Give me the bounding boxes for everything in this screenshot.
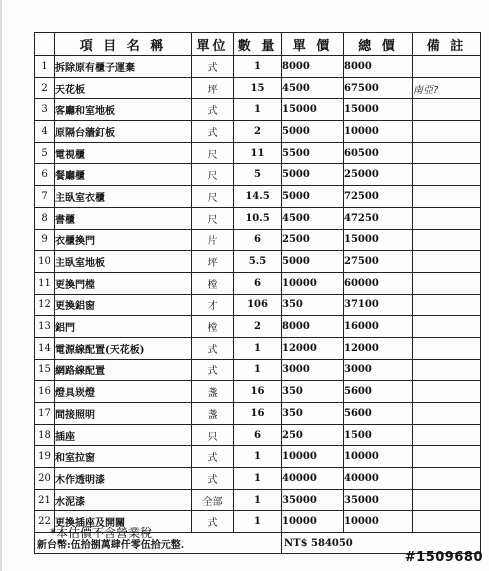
- quantity-cell: 1: [234, 56, 282, 78]
- table-row: [35, 468, 481, 490]
- table-row: [35, 164, 481, 186]
- header-total: 總 價: [344, 33, 413, 56]
- row-number: 17: [35, 403, 55, 425]
- item-name: 電視櫃: [55, 142, 192, 164]
- quantity-cell: 2: [234, 316, 282, 338]
- unit-cell: 式: [192, 468, 234, 490]
- unit-cell: 式: [192, 446, 234, 468]
- quantity-cell: 11: [234, 142, 282, 164]
- total-price-cell: 5600: [344, 381, 413, 403]
- remark-cell: [413, 142, 481, 164]
- remark-cell: [413, 424, 481, 446]
- unit-cell: 才: [192, 294, 234, 316]
- table-row: [35, 77, 481, 99]
- unit-cell: 式: [192, 121, 234, 143]
- item-name: 書櫃: [55, 207, 192, 229]
- row-number: 16: [35, 381, 55, 403]
- total-price-cell: 37100: [344, 294, 413, 316]
- header-row: [35, 33, 481, 56]
- table-row: [35, 294, 481, 316]
- unit-price-cell: 5000: [282, 164, 344, 186]
- unit-cell: 只: [192, 424, 234, 446]
- total-price-cell: 10000: [344, 511, 413, 533]
- unit-price-cell: 250: [282, 424, 344, 446]
- quantity-cell: 10.5: [234, 207, 282, 229]
- total-price-cell: 15000: [344, 229, 413, 251]
- table-row: [35, 251, 481, 273]
- row-number: 6: [35, 164, 55, 186]
- unit-cell: 樘: [192, 272, 234, 294]
- item-name: 更換門樘: [55, 272, 192, 294]
- row-number: 4: [35, 121, 55, 143]
- total-price-cell: 8000: [344, 56, 413, 78]
- total-price-cell: 16000: [344, 316, 413, 338]
- table-row: [35, 381, 481, 403]
- unit-cell: 式: [192, 337, 234, 359]
- item-name: 更換鋁窗: [55, 294, 192, 316]
- row-number: 20: [35, 468, 55, 490]
- grand-total: NT$ 584050: [282, 533, 481, 554]
- row-number: 11: [35, 272, 55, 294]
- total-price-cell: 72500: [344, 186, 413, 208]
- quantity-cell: 16: [234, 403, 282, 425]
- header-unit: 單位: [192, 33, 234, 56]
- item-name: 天花板: [55, 77, 192, 99]
- unit-price-cell: 5000: [282, 186, 344, 208]
- table-row: [35, 121, 481, 143]
- quantity-cell: 1: [234, 359, 282, 381]
- remark-cell: 南亞?: [413, 77, 481, 99]
- table-row: [35, 337, 481, 359]
- row-number: 22: [35, 511, 55, 533]
- item-name: 電源線配置(天花板): [55, 337, 192, 359]
- row-number: 15: [35, 359, 55, 381]
- quantity-cell: 106: [234, 294, 282, 316]
- unit-price-cell: 3000: [282, 359, 344, 381]
- item-name: 插座: [55, 424, 192, 446]
- total-price-cell: 15000: [344, 99, 413, 121]
- row-number: 13: [35, 316, 55, 338]
- total-price-cell: 27500: [344, 251, 413, 273]
- unit-price-cell: 10000: [282, 511, 344, 533]
- total-price-cell: 5600: [344, 403, 413, 425]
- quantity-cell: 6: [234, 424, 282, 446]
- remark-cell: [413, 186, 481, 208]
- item-name: 和室拉窗: [55, 446, 192, 468]
- item-name: 拆除原有櫃子運棄: [55, 56, 192, 78]
- total-price-cell: 3000: [344, 359, 413, 381]
- unit-price-cell: 8000: [282, 56, 344, 78]
- row-number: 5: [35, 142, 55, 164]
- row-number: 18: [35, 424, 55, 446]
- remark-cell: [413, 403, 481, 425]
- item-name: 主臥室地板: [55, 251, 192, 273]
- remark-cell: [413, 359, 481, 381]
- tax-footnote: *本估價不含營業稅: [50, 526, 153, 540]
- remark-cell: [413, 316, 481, 338]
- unit-cell: 式: [192, 359, 234, 381]
- unit-cell: 坪: [192, 77, 234, 99]
- table-row: [35, 424, 481, 446]
- table-row: [35, 446, 481, 468]
- unit-cell: 盞: [192, 403, 234, 425]
- remark-cell: [413, 294, 481, 316]
- item-name: 主臥室衣櫃: [55, 186, 192, 208]
- unit-price-cell: 2500: [282, 229, 344, 251]
- table-row: [35, 56, 481, 78]
- quantity-cell: 2: [234, 121, 282, 143]
- remark-cell: [413, 56, 481, 78]
- unit-cell: 尺: [192, 207, 234, 229]
- item-name: 網路線配置: [55, 359, 192, 381]
- item-name: 鋁門: [55, 316, 192, 338]
- total-price-cell: 10000: [344, 446, 413, 468]
- item-name: 木作透明漆: [55, 468, 192, 490]
- remark-cell: [413, 272, 481, 294]
- unit-price-cell: 4500: [282, 207, 344, 229]
- quantity-cell: 1: [234, 468, 282, 490]
- unit-cell: 樘: [192, 316, 234, 338]
- unit-cell: 式: [192, 99, 234, 121]
- table-row: [35, 359, 481, 381]
- quantity-cell: 5: [234, 164, 282, 186]
- row-number: 3: [35, 99, 55, 121]
- unit-cell: 式: [192, 56, 234, 78]
- remark-cell: [413, 337, 481, 359]
- row-number: 1: [35, 56, 55, 78]
- row-number: 19: [35, 446, 55, 468]
- total-price-cell: 60500: [344, 142, 413, 164]
- row-number: 14: [35, 337, 55, 359]
- unit-cell: 尺: [192, 164, 234, 186]
- remark-cell: [413, 468, 481, 490]
- total-price-cell: 47250: [344, 207, 413, 229]
- unit-cell: 片: [192, 229, 234, 251]
- row-number: 12: [35, 294, 55, 316]
- row-number: 21: [35, 489, 55, 511]
- unit-cell: 坪: [192, 251, 234, 273]
- header-item: 項 目 名 稱: [55, 33, 192, 56]
- total-price-cell: 67500: [344, 77, 413, 99]
- unit-price-cell: 8000: [282, 316, 344, 338]
- table-row: [35, 272, 481, 294]
- unit-price-cell: 5000: [282, 121, 344, 143]
- item-name: 餐廳櫃: [55, 164, 192, 186]
- total-price-cell: 12000: [344, 337, 413, 359]
- unit-price-cell: 35000: [282, 489, 344, 511]
- unit-price-cell: 40000: [282, 468, 344, 490]
- quantity-cell: 5.5: [234, 251, 282, 273]
- quantity-cell: 6: [234, 229, 282, 251]
- header-no: [35, 33, 55, 56]
- item-name: 更換插座及開關: [55, 511, 192, 533]
- remark-cell: [413, 99, 481, 121]
- quantity-cell: 15: [234, 77, 282, 99]
- total-price-cell: 25000: [344, 164, 413, 186]
- remark-cell: [413, 251, 481, 273]
- unit-cell: 盞: [192, 381, 234, 403]
- total-in-words: 新台幣:伍拾捌萬肆仟零伍拾元整.: [35, 533, 282, 554]
- unit-price-cell: 350: [282, 294, 344, 316]
- quotation-table: [34, 32, 481, 554]
- total-price-cell: 35000: [344, 489, 413, 511]
- item-name: 水泥漆: [55, 489, 192, 511]
- item-name: 衣櫃換門: [55, 229, 192, 251]
- table-row: [35, 229, 481, 251]
- total-price-cell: 10000: [344, 121, 413, 143]
- unit-cell: 尺: [192, 142, 234, 164]
- remark-cell: [413, 121, 481, 143]
- unit-cell: 全部: [192, 489, 234, 511]
- unit-price-cell: 350: [282, 403, 344, 425]
- table-row: [35, 142, 481, 164]
- unit-price-cell: 10000: [282, 446, 344, 468]
- unit-price-cell: 10000: [282, 272, 344, 294]
- quantity-cell: 1: [234, 446, 282, 468]
- total-price-cell: 40000: [344, 468, 413, 490]
- quantity-cell: 1: [234, 511, 282, 533]
- table-row: [35, 316, 481, 338]
- total-price-cell: 1500: [344, 424, 413, 446]
- quantity-cell: 1: [234, 99, 282, 121]
- table-row: [35, 489, 481, 511]
- quantity-cell: 6: [234, 272, 282, 294]
- remark-cell: [413, 207, 481, 229]
- remark-cell: [413, 164, 481, 186]
- quantity-cell: 1: [234, 337, 282, 359]
- unit-price-cell: 5500: [282, 142, 344, 164]
- header-qty: 數 量: [234, 33, 282, 56]
- row-number: 7: [35, 186, 55, 208]
- row-number: 8: [35, 207, 55, 229]
- unit-price-cell: 12000: [282, 337, 344, 359]
- item-name: 客廳和室地板: [55, 99, 192, 121]
- row-number: 10: [35, 251, 55, 273]
- quantity-cell: 14.5: [234, 186, 282, 208]
- item-name: 燈具崁燈: [55, 381, 192, 403]
- header-remark: 備 註: [413, 33, 481, 56]
- header-price: 單 價: [282, 33, 344, 56]
- table-row: [35, 403, 481, 425]
- quantity-cell: 16: [234, 381, 282, 403]
- remark-cell: [413, 381, 481, 403]
- unit-price-cell: 5000: [282, 251, 344, 273]
- item-name: 間接照明: [55, 403, 192, 425]
- unit-cell: 尺: [192, 186, 234, 208]
- unit-cell: 式: [192, 511, 234, 533]
- remark-cell: [413, 229, 481, 251]
- quantity-cell: 1: [234, 489, 282, 511]
- table-row: [35, 207, 481, 229]
- row-number: 9: [35, 229, 55, 251]
- unit-price-cell: 15000: [282, 99, 344, 121]
- remark-cell: [413, 489, 481, 511]
- table-row: [35, 99, 481, 121]
- document-id: #1509680: [404, 550, 483, 565]
- table-row: [35, 186, 481, 208]
- total-price-cell: 60000: [344, 272, 413, 294]
- scan-edge: [0, 0, 2, 571]
- item-name: 原隔台牆釘板: [55, 121, 192, 143]
- row-number: 2: [35, 77, 55, 99]
- remark-cell: [413, 446, 481, 468]
- unit-price-cell: 4500: [282, 77, 344, 99]
- unit-price-cell: 350: [282, 381, 344, 403]
- remark-cell: [413, 511, 481, 533]
